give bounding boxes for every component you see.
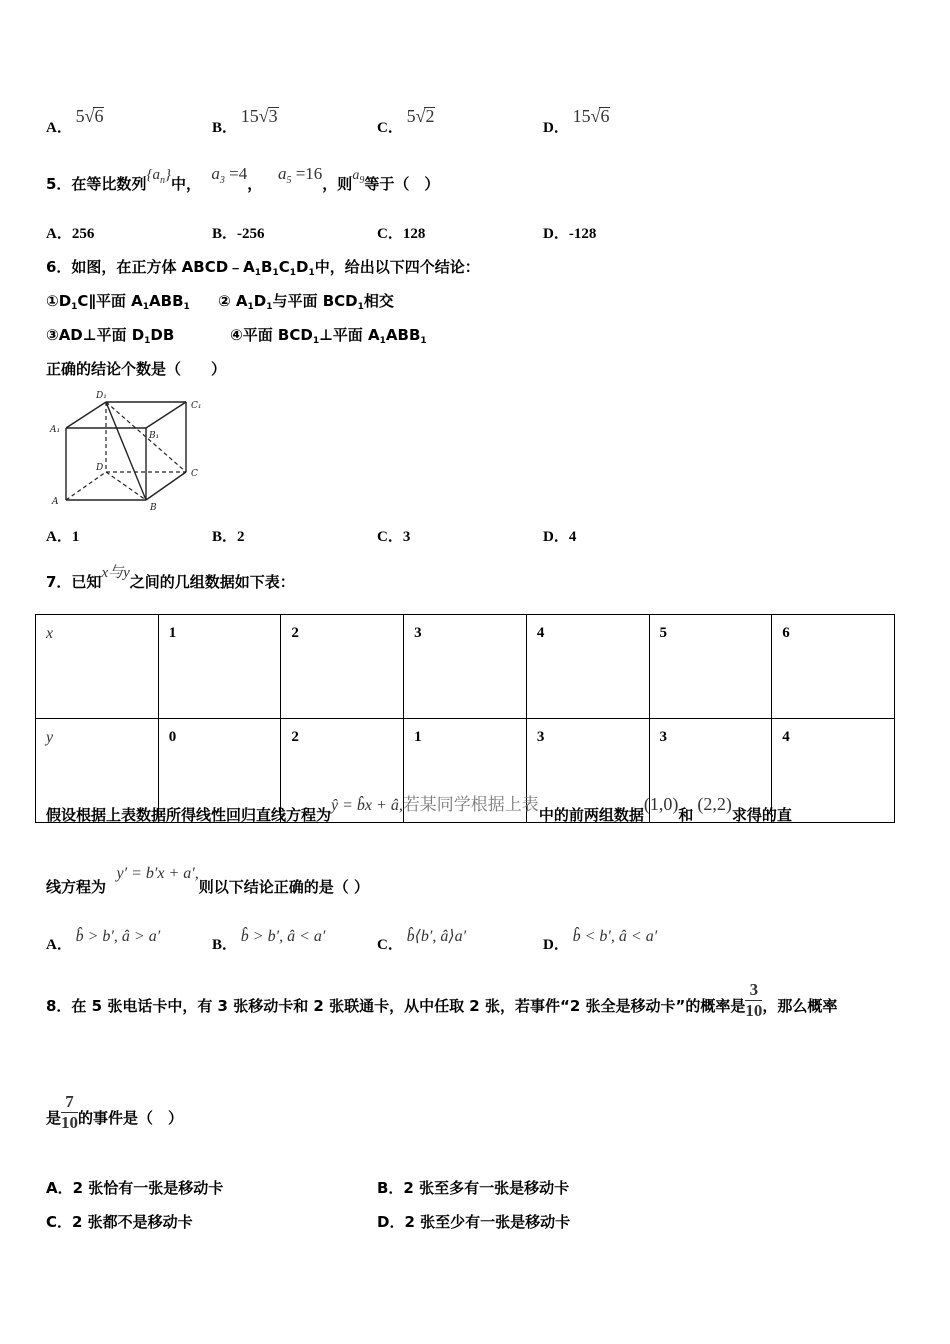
q5-option-c: C．128	[377, 226, 426, 242]
label-c1: C₁	[191, 401, 202, 411]
q5-option-d: D．-128	[543, 226, 597, 242]
table-cell: 4	[526, 615, 649, 719]
edge-ad-hidden	[66, 472, 106, 500]
q6-conclusion-4: ④平面 $BCD_1\perp$平面 $A_1ABB_1$	[230, 326, 427, 346]
q6-option-b: B．2	[212, 529, 245, 545]
edge-a1d1	[66, 402, 106, 428]
q5-option-a: A．256	[46, 226, 95, 242]
table-cell: 5	[649, 615, 772, 719]
q7-option-a: A． b̂ > b′, â > a′	[46, 928, 161, 953]
table-header-y: y	[36, 719, 159, 823]
q6-conclusion-1: $①D_1C\parallel$平面 $A_1ABB_1$	[46, 292, 190, 312]
table-cell: 1	[158, 615, 281, 719]
cube-figure	[46, 388, 216, 516]
table-header-x: x	[36, 615, 159, 719]
q4-option-b: B． 15√3	[212, 106, 278, 136]
q5-option-b: B．-256	[212, 226, 265, 242]
q6-conclusion-3: ③AD⊥平面 $D_1DB$	[46, 326, 175, 346]
q6-conclusion-2: ② $A_1D_1$与平面 $BCD_1$相交	[218, 292, 394, 312]
q8-option-a: A．2 张恰有一张是移动卡	[46, 1179, 224, 1197]
fraction-7-10: $\frac{7}{10}$	[61, 1092, 79, 1132]
fraction-3-10: $\frac{3}{10}$	[745, 980, 763, 1020]
label-c: C	[191, 469, 198, 479]
table-cell: 2	[281, 719, 404, 823]
label-b1: B₁	[149, 431, 160, 441]
q8-option-b: B．2 张至多有一张是移动卡	[377, 1179, 570, 1197]
q8-line2: 是 $\frac{7}{10}$ 的事件是（ ）	[46, 1092, 184, 1132]
q6-option-d: D．4	[543, 529, 577, 545]
table-cell: 1	[404, 719, 527, 823]
table-cell: 0	[158, 719, 281, 823]
q7-option-c: C． b̂⟨b′, â⟩a′	[377, 928, 467, 953]
q7-stem: 7．已知x与y之间的几组数据如下表：	[46, 565, 295, 591]
table-cell: 6	[772, 615, 895, 719]
q8-option-d: D．2 张至少有一张是移动卡	[377, 1213, 571, 1231]
table-row-x	[36, 615, 895, 719]
table-cell: 3	[649, 719, 772, 823]
q4-option-d: D． 15√6	[543, 106, 610, 136]
q7-line1: 假设根据上表数据所得线性回归直线方程为ŷ = b̂x + â,若某同学根据上表中的前两组数据(1,0)和(2,2)求得的直	[46, 794, 792, 824]
q6-option-c: C．3	[377, 529, 411, 545]
table-cell: 2	[281, 615, 404, 719]
label-d: D	[96, 463, 104, 473]
label-d1: D₁	[96, 391, 107, 401]
q7-option-d: D． b̂ < b′, â < a′	[543, 928, 658, 953]
edge-bc	[146, 472, 186, 500]
q6-stem: 6．如图，在正方体 $ABCD﹣A_1B_1C_1D_1$中，给出以下四个结论：	[46, 258, 480, 278]
q6-question: 正确的结论个数是（ ）	[46, 360, 227, 378]
q8-option-c: C．2 张都不是移动卡	[46, 1213, 193, 1231]
edge-b1c1	[146, 402, 186, 428]
q7-line2: 线方程为 y′ = b′x + a′,则以下结论正确的是（ ）	[46, 865, 369, 896]
table-cell: 3	[404, 615, 527, 719]
table-cell: 3	[526, 719, 649, 823]
table-cell: 4	[772, 719, 895, 823]
q4-option-c: C． 5√2	[377, 106, 435, 136]
label-b: B	[150, 503, 157, 513]
label-a: A	[52, 497, 59, 507]
q7-option-b: B． b̂ > b′, â < a′	[212, 928, 326, 953]
q5-stem: 5．在等比数列$\{a_n\}$中， $a_3 =4$， $a_5 =16$，则$a_9$等于（ ）	[46, 164, 440, 193]
q4-option-a: A． 5√6	[46, 106, 104, 136]
q6-option-a: A．1	[46, 529, 80, 545]
q8-line1: 8．在 5 张电话卡中，有 3 张移动卡和 2 张联通卡，从中任取 2 张，若事件“2 张全是移动卡”的概率是 $\frac{3}{10}$ ，那么概率	[46, 980, 838, 1020]
label-a1: A₁	[50, 425, 61, 435]
